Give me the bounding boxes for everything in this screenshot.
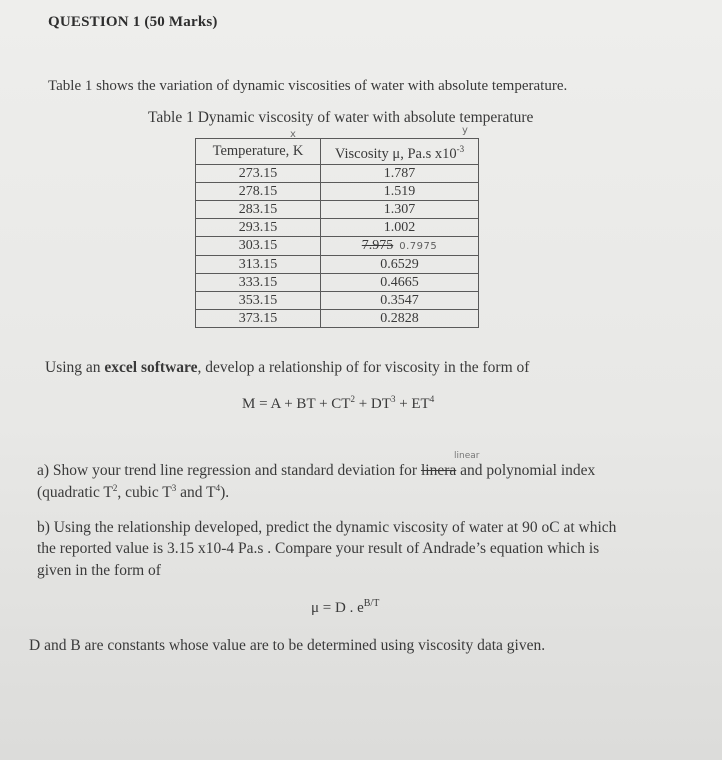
table-row — [196, 309, 479, 327]
intro-text: Table 1 shows the variation of dynamic viscosities of water with absolute temperature. — [48, 78, 568, 94]
viscosity-cell: 1.002 — [321, 218, 479, 236]
part-a-line1 — [37, 462, 595, 480]
handwritten-linear-correction: linear — [454, 451, 480, 461]
viscosity-cell — [321, 236, 479, 255]
handwritten-y-mark: y — [462, 125, 468, 136]
temperature-cell: 313.15 — [196, 255, 321, 273]
part-a-exp4: 4 — [215, 483, 221, 493]
temperature-header: Temperature, K — [196, 139, 321, 165]
viscosity-cell: 0.2828 — [321, 309, 479, 327]
table-row — [196, 273, 479, 291]
eq-m-part3: + ET — [395, 396, 430, 412]
temperature-cell: 303.15 — [196, 236, 321, 255]
part-a-l2-2: , cubic T — [117, 484, 172, 502]
temperature-cell: 333.15 — [196, 273, 321, 291]
temperature-cell: 283.15 — [196, 200, 321, 218]
instruction-post: , develop a relationship of for viscosity in the form of — [197, 359, 530, 376]
part-a-exp3: 3 — [171, 483, 177, 493]
part-a-exp2: 2 — [112, 483, 118, 493]
temperature-cell: 373.15 — [196, 309, 321, 327]
table-row — [196, 164, 479, 182]
question-title: QUESTION 1 (50 Marks) — [48, 14, 218, 30]
viscosity-cell: 0.4665 — [321, 273, 479, 291]
viscosity-cell: 0.3547 — [321, 291, 479, 309]
viscosity-struck-value: 7.975 — [361, 237, 394, 253]
polynomial-equation — [242, 394, 434, 413]
eq-m-part2: + DT — [354, 396, 391, 412]
part-a-struck-word: linera — [420, 462, 457, 479]
viscosity-header-exponent: -3 — [456, 144, 465, 154]
temperature-cell: 278.15 — [196, 182, 321, 200]
table-row — [196, 182, 479, 200]
viscosity-table — [195, 138, 479, 328]
part-a-l2-1: (quadratic T — [37, 484, 113, 502]
eq-m-exp4: 4 — [429, 394, 435, 404]
table-row — [196, 255, 479, 273]
part-a-line2 — [37, 483, 229, 502]
part-b-line2: the reported value is 3.15 x10-4 Pa.s . Compare your result of Andrade’s equation which is — [37, 540, 600, 557]
eq-m-exp2: 2 — [350, 394, 355, 404]
table-row — [196, 236, 479, 255]
andrade-equation — [311, 598, 379, 617]
handwritten-x-mark: x — [290, 129, 296, 140]
part-b-line3: given in the form of — [37, 562, 161, 579]
table-row — [196, 291, 479, 309]
instruction-bold: excel software — [104, 359, 198, 376]
instruction-text — [45, 359, 529, 377]
viscosity-cell: 0.6529 — [321, 255, 479, 273]
eq-m-part1: M = A + BT + CT — [242, 396, 351, 412]
viscosity-handwritten-correction: 0.7975 — [399, 240, 438, 252]
constants-note: D and B are constants whose value are to be determined using viscosity data given. — [29, 637, 546, 654]
table-row — [196, 200, 479, 218]
part-b-line1: b) Using the relationship developed, predict the dynamic viscosity of water at 90 oC at which — [37, 519, 617, 536]
viscosity-cell: 1.519 — [321, 182, 479, 200]
part-a-l2-3: and T — [176, 484, 216, 502]
temperature-cell: 293.15 — [196, 218, 321, 236]
table-row — [196, 218, 479, 236]
part-a-text: a) Show your trend line regression and standard deviation for — [37, 462, 421, 479]
table-header-row — [196, 139, 479, 165]
viscosity-header — [321, 139, 479, 165]
temperature-cell: 273.15 — [196, 164, 321, 182]
table-caption: Table 1 Dynamic viscosity of water with absolute temperature — [148, 109, 534, 126]
viscosity-cell: 1.787 — [321, 164, 479, 182]
temperature-cell: 353.15 — [196, 291, 321, 309]
instruction-pre: Using an — [45, 359, 105, 376]
viscosity-cell: 1.307 — [321, 200, 479, 218]
andrade-exponent: B/T — [363, 598, 380, 609]
table-body — [196, 164, 479, 327]
part-a-l2-4: ). — [220, 484, 230, 502]
part-a-text-end: and polynomial index — [456, 462, 596, 479]
andrade-base: μ = D . e — [311, 600, 364, 616]
eq-m-exp3: 3 — [390, 394, 396, 404]
viscosity-header-text: Viscosity μ, Pa.s x10 — [334, 145, 457, 162]
